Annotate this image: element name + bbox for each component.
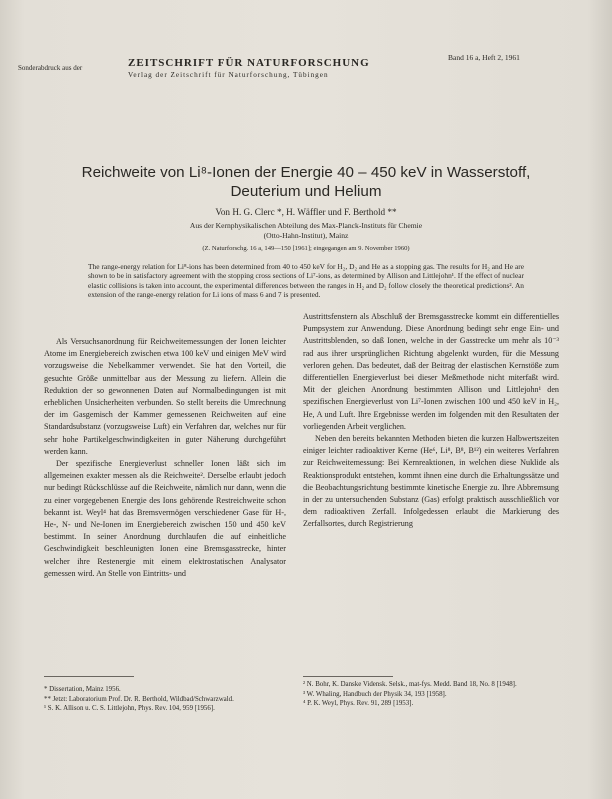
footnote: ¹ S. K. Allison u. C. S. Littlejohn, Phys. Rev. 104, 959 [1956]. (44, 705, 215, 713)
footnotes-right (303, 681, 559, 710)
received-date: (Z. Naturforschg. 16 a, 149—150 [1961]; eingegangen am 9. November 1960) (202, 245, 410, 252)
body-column-right (303, 311, 559, 531)
footnote-divider (303, 676, 393, 677)
paragraph: Der spezifische Energieverlust schneller Ionen läßt sich im allgemeinen exakter messen als die Reichweite². Derselbe erlaubt jedoch nur bedingt Rückschlüsse auf die Reichweite, nämlich nur dann, wenn die zu einer vorgegebenen Energie des Ions gehörende Restreichweite schon bekannt ist. Weyl⁴ hat das Bremsvermögen verschiedener Gase für H-, He-, N- und Ne-Ionen im Energiebereich zwischen 150 und 450 keV bestimmt. In seiner Anordnung durchlaufen die auf einheitliche Geschwindigkeit beschleunigten Ionen eine Bremsgasstrecke, hinter welcher ihre Restenergie mit einem elektrostatischen Analysator gemessen wird. An Stelle von Eintritts- und (44, 459, 286, 578)
affiliation-line-2: (Otto-Hahn-Institut), Mainz (263, 230, 349, 240)
footnote: * Dissertation, Mainz 1956. (44, 686, 121, 693)
body-column-left (44, 336, 286, 580)
footnote-divider (44, 676, 134, 677)
offprint-label: Sonderabdruck aus der (18, 64, 83, 72)
footnote: ³ W. Whaling, Handbuch der Physik 34, 193 [1958]. (303, 690, 447, 698)
article-title (30, 163, 582, 201)
paragraph: Neben den bereits bekannten Methoden bieten die kurzen Halbwertszeiten einiger leichter radioaktiver Kerne (He⁶, Li⁸, B⁸, B¹²) ein weiteres Verfahren zur Reichweitemessung: Bei Kernreaktionen, in welchen diese Nuklide als Reaktionsprodukt entstehen, kommt ihnen eine durch die Erhaltungssätze und die Beobachtungsrichtung bestimmte kinetische Energie zu. Ihre Abbremsung in der zu untersuchenden Substanz (Gas) erfolgt praktisch ausschließlich vor dem radioaktiven Zerfall. Infolgedessen erlaubt die Markierung des Zerfallsortes, durch Registrierung (303, 434, 559, 529)
volume-issue: Band 16 a, Heft 2, 1961 (448, 53, 520, 62)
publisher-line: Verlag der Zeitschrift für Naturforschung, Tübingen (128, 71, 329, 79)
affiliation (100, 221, 512, 240)
footnote: ** Jetzt: Laboratorium Prof. Dr. R. Berthold, Wildbad/Schwarzwald. (44, 695, 234, 703)
abstract: The range-energy relation for Li⁸-ions has been determined from 40 to 450 keV for H₂, D₂ and He as a stopping gas. The results for H₂ and He are shown to be in satisfactory agreement with the stopping cross sections of Li⁷-ions, as determined by Allison and Littlejohn¹. If the effect of nuclear elastic collisions is taken into account, the experimental differences between the ranges in H₂ and D₂ follow closely the theoretical predictions². An extension of the range-energy relation for Li ions of mass 6 and 7 is presented. (88, 262, 524, 300)
author-line: Von H. G. Clerc *, H. Wäffler und F. Berthold ** (215, 207, 397, 217)
title-line-2: Deuterium und Helium (230, 183, 382, 200)
title-line-1: Reichweite von Li⁸-Ionen der Energie 40 – 450 keV in Wasserstoff, (81, 164, 531, 181)
footnotes-left (44, 686, 286, 715)
journal-name: ZEITSCHRIFT FÜR NATURFORSCHUNG (128, 57, 370, 69)
paragraph: Austrittsfenstern als Abschluß der Bremsgasstrecke kommt ein differentielles Pumpsystem zur Anwendung. Diese Anordnung bedingt sehr enge Ein- und Austrittsblenden, so daß Ionen, welche in der Gasstrecke um mehr als 10⁻³ rad aus ihrer ursprünglichen Richtung abgelenkt wurden, für die Messung verloren gehen. Das bedeutet, daß der Beitrag der elastischen Kernstöße zum differentiellen Energieverlust bei dieser Meßmethode nicht miterfaßt wird. Mit der gleichen Anordnung bestimmten Allison und Littlejohn¹ den spezifischen Energieverlust von Li⁷-Ionen zwischen 100 und 450 keV in H₂, He, A und Luft. Ihre Ergebnisse werden im folgenden mit den Resultaten der vorliegenden Arbeit verglichen. (303, 312, 559, 431)
footnote: ⁴ P. K. Weyl, Phys. Rev. 91, 289 [1953]. (303, 700, 414, 708)
paragraph: Als Versuchsanordnung für Reichweitemessungen der Ionen leichter Atome im Energiebereich zwischen etwa 100 keV und einigen MeV wird vorzugsweise die Nebelkammer verwendet. Sie hat den Vorteil, die gesuchte Größe unmittelbar aus der Messung zu liefern. Allein die Reduktion der so gewonnenen Daten auf Normalbedingungen ist mit erheblichen Unsicherheiten verbunden. So stellt bereits die Umrechnung der im Gasgemisch der Kammer gemessenen Reichweiten auf eine Standardsubstanz (vorzugsweise Luft) ein Verfahren dar, welches nur für sehr hohe Partikelgeschwindigkeiten in guter Näherung durchgeführt werden kann. (44, 337, 286, 456)
footnote: ² N. Bohr, K. Danske Vidensk. Selsk., mat-fys. Medd. Band 18, No. 8 [1948]. (303, 681, 517, 688)
affiliation-line-1: Aus der Kernphysikalischen Abteilung des Max-Planck-Instituts für Chemie (189, 221, 423, 230)
